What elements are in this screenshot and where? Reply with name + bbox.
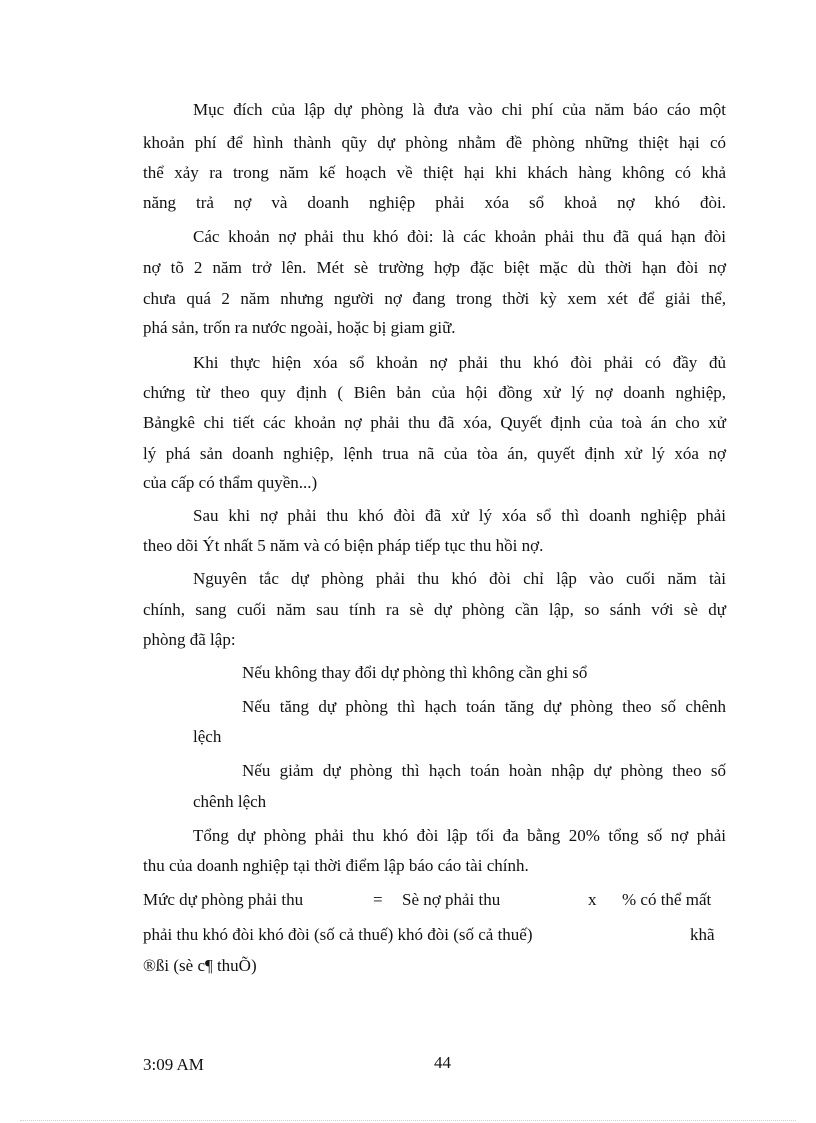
- paragraph-3-line-1: Khi thực hiện xóa sổ khoản nợ phải thu khó đòi phải có đầy đủ: [193, 353, 726, 372]
- paragraph-5-line-1: Nguyên tắc dự phòng phải thu khó đòi chỉ lập vào cuối năm tài: [193, 569, 726, 588]
- paragraph-3-line-2: chứng từ theo quy định ( Biên bản của hội đồng xử lý nợ doanh nghiệp,: [143, 383, 726, 402]
- formula-line-3: ®ßi (sè c¶ thuÕ): [143, 956, 257, 975]
- rule-item-2-line-1: Nếu tăng dự phòng thì hạch toán tăng dự phòng theo số chênh: [242, 697, 726, 716]
- page-bottom-divider: [20, 1120, 796, 1121]
- paragraph-3-line-5: của cấp có thẩm quyền...): [143, 473, 318, 492]
- paragraph-4-line-1: Sau khi nợ phải thu khó đòi đã xử lý xóa sổ thì doanh nghiệp phải: [193, 506, 726, 525]
- paragraph-5-line-3: phòng đã lập:: [143, 630, 236, 649]
- paragraph-2-line-3: chưa quá 2 năm nhưng người nợ đang trong thời kỳ xem xét để giải thể,: [143, 289, 726, 308]
- paragraph-4-line-2: theo dõi Ýt nhất 5 năm và có biện pháp tiếp tục thu hồi nợ.: [143, 536, 544, 555]
- formula-line-2-left: phải thu khó đòi khó đòi (số cả thuế) khó đòi (số cả thuế): [143, 925, 533, 944]
- paragraph-3-line-4: lý phá sản doanh nghiệp, lệnh trua nã của tòa án, quyết định xử lý xóa nợ: [143, 444, 726, 463]
- formula-times: x: [588, 890, 597, 909]
- rule-item-3-line-1: Nếu giảm dự phòng thì hạch toán hoàn nhập dự phòng theo số: [242, 761, 726, 780]
- paragraph-1-line-2: khoản phí để hình thành qũy dự phòng nhằm đề phòng những thiệt hại có: [143, 133, 726, 152]
- formula-mid: Sè nợ phải thu: [402, 890, 501, 909]
- formula-rhs: % có thể mất: [622, 890, 712, 909]
- rule-item-2-line-2: lệch: [193, 727, 222, 746]
- paragraph-2-line-1: Các khoản nợ phải thu khó đòi: là các khoản phải thu đã quá hạn đòi: [193, 227, 726, 246]
- page-number: 44: [434, 1053, 451, 1072]
- rule-item-3-line-2: chênh lệch: [193, 792, 267, 811]
- paragraph-6-line-2: thu của doanh nghiệp tại thời điểm lập báo cáo tài chính.: [143, 856, 529, 875]
- paragraph-2-line-4: phá sản, trốn ra nước ngoài, hoặc bị giam giữ.: [143, 318, 456, 337]
- paragraph-2-line-2: nợ tõ 2 năm trở lên. Mét sè trường hợp đặc biệt mặc dù thời hạn đòi nợ: [143, 258, 726, 277]
- formula-line-2-right: khã: [690, 925, 715, 944]
- formula-lhs: Mức dự phòng phải thu: [143, 890, 304, 909]
- formula-equals: =: [373, 890, 383, 909]
- footer-time: 3:09 AM: [143, 1055, 204, 1074]
- paragraph-1-line-3: thể xảy ra trong năm kế hoạch về thiệt hại khi khách hàng không có khả: [143, 163, 726, 182]
- paragraph-6-line-1: Tổng dự phòng phải thu khó đòi lập tối đa bằng 20% tổng số nợ phải: [193, 826, 726, 845]
- paragraph-1-line-4: năng trả nợ và doanh nghiệp phải xóa sổ khoả nợ khó đòi.: [143, 193, 726, 212]
- rule-item-1: Nếu không thay đổi dự phòng thì không cần ghi sổ: [242, 663, 588, 682]
- paragraph-3-line-3: Bảngkê chi tiết các khoản nợ phải thu đã xóa, Quyết định của toà án cho xử: [143, 413, 726, 432]
- paragraph-1-line-1: Mục đích của lập dự phòng là đưa vào chi phí của năm báo cáo một: [193, 100, 726, 119]
- paragraph-5-line-2: chính, sang cuối năm sau tính ra sè dự phòng cần lập, so sánh với sè dự: [143, 600, 726, 619]
